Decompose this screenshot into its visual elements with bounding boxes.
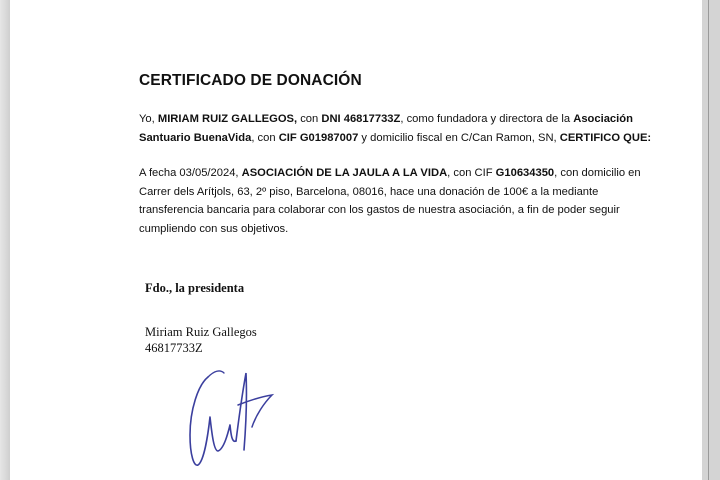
donor-name: ASOCIACIÓN DE LA JAULA A LA VIDA [241, 167, 448, 179]
document-title: CERTIFICADO DE DONACIÓN [139, 72, 362, 89]
association-name: Asociación Santuario BuenaVida [139, 113, 633, 144]
date-text: A fecha 03/05/2024, [139, 167, 242, 179]
address-text: y domicilio fiscal en C/Can Ramon, SN, [358, 131, 560, 144]
role-text: , como fundadora y directora de la [400, 113, 574, 125]
donation-paragraph [139, 164, 659, 238]
page-edge-line [708, 0, 709, 480]
association-cif: CIF G01987007 [278, 131, 359, 144]
page-edge-right [702, 0, 720, 480]
donation-details: , con domicilio en Carrer dels Arítjols, 63, 2º piso, Barcelona, 08016, hace una donación de 100€ a la mediante transferencia bancaria para colaborar con los gastos de nuestra asociación, a fin de poder seguir cumpliendo con sus objetivos. [139, 167, 641, 235]
certify-text: CERTIFICO QUE: [559, 131, 652, 144]
signer-dni: 46817733Z [145, 341, 203, 355]
donor-cif: G10634350 [495, 167, 555, 179]
certifier-name: MIRIAM RUIZ GALLEGOS, [157, 113, 298, 125]
intro-text: Yo, [139, 113, 158, 125]
signature-icon [180, 355, 280, 475]
signer-name: Miriam Ruiz Gallegos [145, 325, 257, 339]
page-edge-left [0, 0, 10, 480]
dni-prefix: con [297, 113, 322, 125]
document-page [10, 0, 702, 480]
donor-cif-prefix: , con CIF [447, 167, 496, 179]
certifier-dni: DNI 46817733Z [321, 113, 401, 125]
certifier-paragraph [139, 110, 659, 147]
cif-prefix: , con [251, 131, 279, 144]
signature-caption: Fdo., la presidenta [145, 281, 245, 295]
